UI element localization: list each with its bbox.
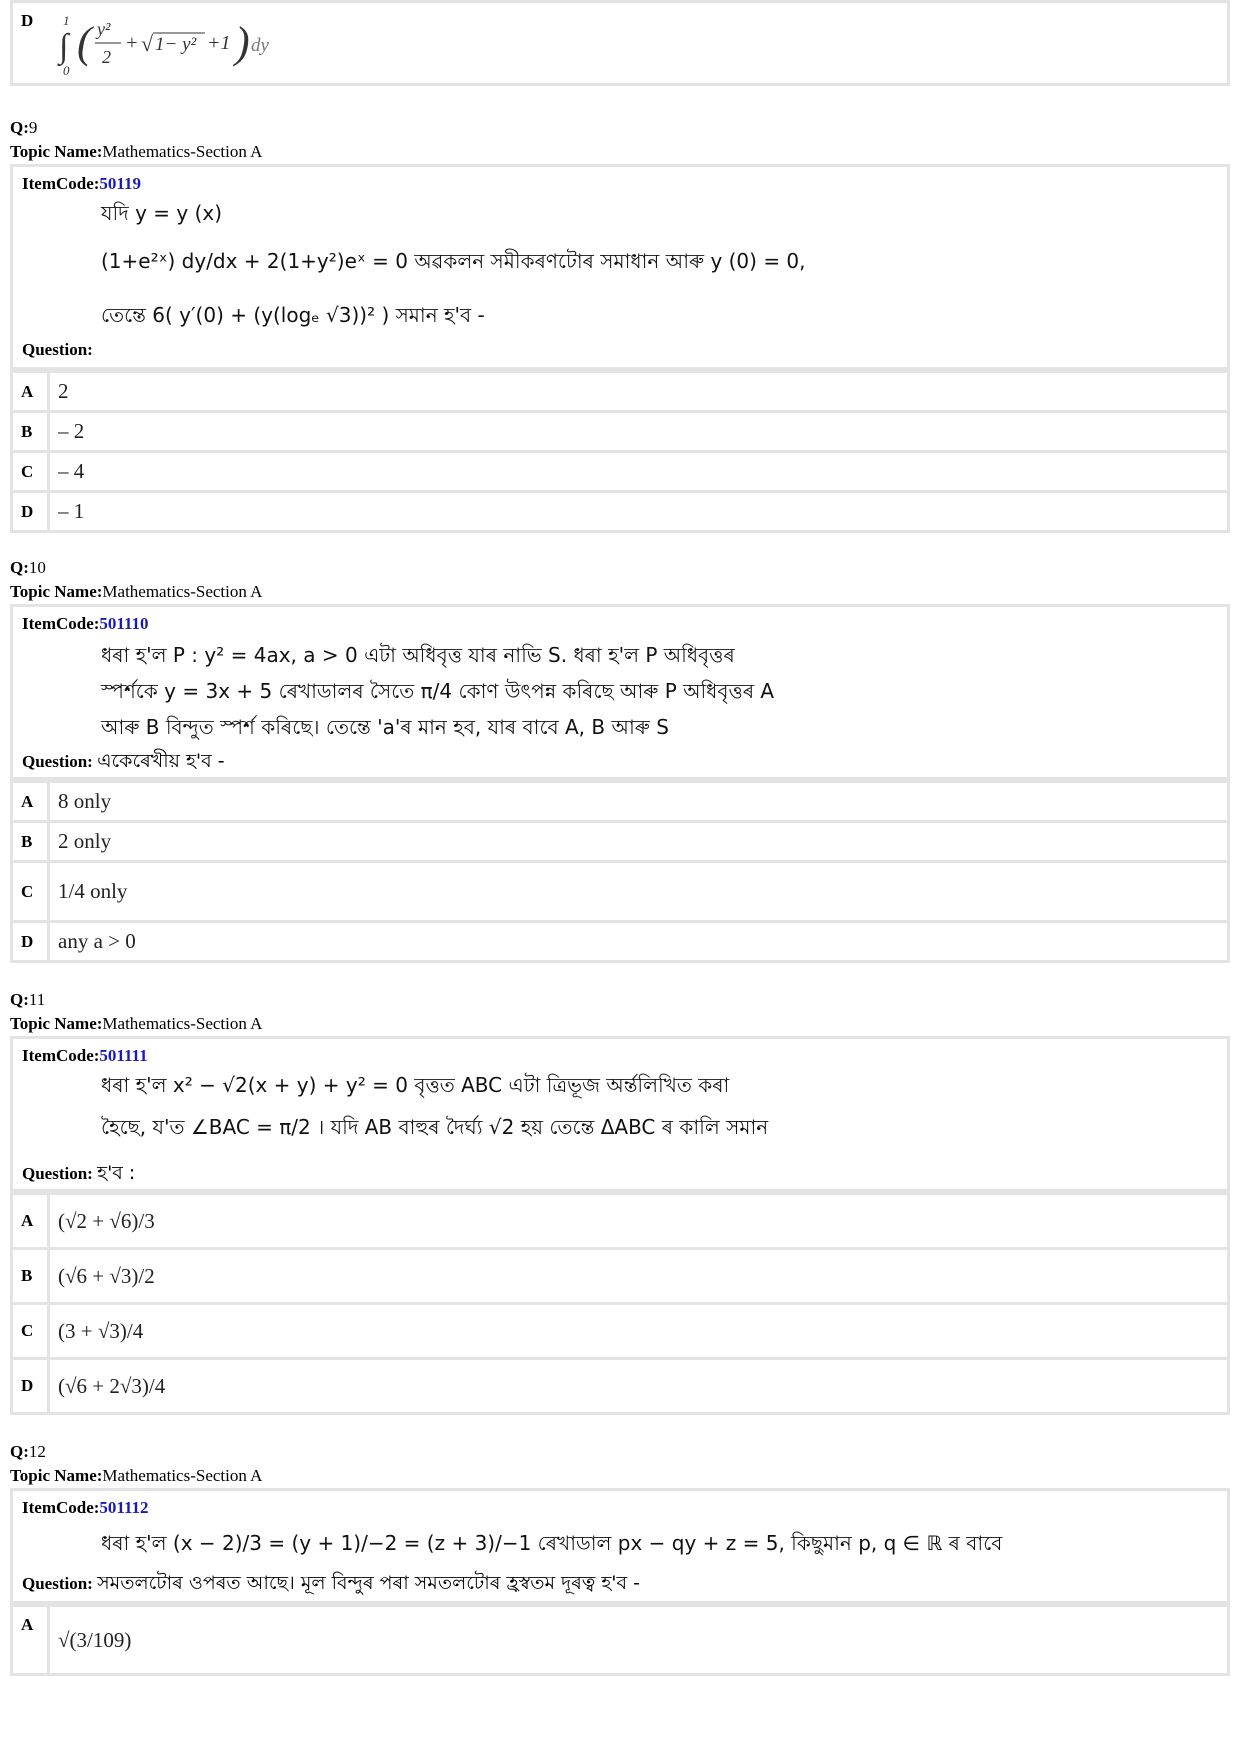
- option-letter: A: [13, 1607, 50, 1673]
- stem-line: যদি y = y (x): [101, 201, 223, 225]
- option-value: 8 only: [58, 789, 112, 813]
- question-header: [10, 116, 262, 164]
- option-row[interactable]: [13, 780, 1227, 820]
- svg-text:(: (: [77, 18, 92, 67]
- svg-text:1: 1: [63, 13, 70, 28]
- svg-text:dy: dy: [251, 35, 269, 56]
- question-header: [10, 556, 262, 604]
- option-value: 1/4 only: [58, 879, 128, 903]
- stem-line: (1+e²ˣ) dy/dx + 2(1+y²)eˣ = 0 অৱকলন সমীকৰণটোৰ সমাধান আৰু y (0) = 0,: [101, 249, 806, 273]
- question-label: Question: সমতলটোৰ ওপৰত আছে। মূল বিন্দুৰ পৰা সমতলটোৰ হ্ৰস্বতম দূৰত্ব হ'ব -: [22, 1572, 640, 1594]
- question-number: Q:10: [10, 558, 46, 577]
- option-row[interactable]: [13, 860, 1227, 920]
- svg-text:2: 2: [102, 47, 111, 67]
- option-row[interactable]: [13, 1192, 1227, 1247]
- option-row[interactable]: [13, 1302, 1227, 1357]
- option-letter: C: [13, 863, 50, 920]
- svg-text:1− y²: 1− y²: [155, 34, 197, 55]
- option-letter: C: [13, 1305, 50, 1357]
- option-row[interactable]: [13, 1247, 1227, 1302]
- option-row[interactable]: [13, 820, 1227, 860]
- option-row[interactable]: [13, 410, 1227, 450]
- question-box: [10, 1488, 1230, 1676]
- question-text: সমতলটোৰ ওপৰত আছে। মূল বিন্দুৰ পৰা সমতলটোৰ হ্ৰস্বতম দূৰত্ব হ'ব -: [97, 1572, 640, 1594]
- option-row[interactable]: [13, 3, 1227, 83]
- question-label: Question: একেৰেখীয় হ'ব -: [22, 750, 225, 772]
- option-letter: B: [13, 413, 50, 450]
- item-code: ItemCode:501112: [22, 1498, 149, 1517]
- option-value: [47, 3, 275, 83]
- option-value: – 4: [58, 459, 85, 483]
- question-stem: [13, 167, 1227, 370]
- option-value: 2 only: [58, 829, 112, 853]
- integral-expression: [55, 7, 275, 79]
- question-header: [10, 1440, 262, 1488]
- question-label: Question: হ'ব :: [22, 1162, 136, 1184]
- option-value: (√6 + √3)/2: [58, 1263, 155, 1288]
- svg-text:√: √: [141, 31, 154, 56]
- option-row[interactable]: [13, 1604, 1227, 1673]
- question-body: [101, 1525, 1002, 1561]
- option-letter: B: [13, 823, 50, 860]
- option-value: (√2 + √6)/3: [58, 1208, 155, 1233]
- question-stem: [13, 607, 1227, 780]
- option-row[interactable]: [13, 490, 1227, 530]
- question-box: [10, 1036, 1230, 1415]
- option-row[interactable]: [13, 450, 1227, 490]
- option-letter: A: [13, 373, 50, 410]
- question-body: [101, 637, 774, 745]
- item-code: ItemCode:50119: [22, 174, 141, 193]
- option-value: – 1: [58, 499, 85, 523]
- stem-line: ধৰা হ'ল x² − √2(x + y) + y² = 0 বৃত্তত ABC এটা ত্ৰিভূজ অৰ্ন্তলিখিত কৰা: [101, 1073, 730, 1097]
- question-body: [101, 1067, 768, 1145]
- topic-name: Topic Name:Mathematics-Section A: [10, 1466, 263, 1485]
- question-body: [101, 195, 806, 333]
- option-letter: D: [21, 11, 34, 30]
- option-letter: D: [13, 493, 50, 530]
- svg-text:∫: ∫: [59, 28, 69, 65]
- prev-question-option-box: [10, 0, 1230, 86]
- svg-text:0: 0: [63, 63, 70, 78]
- topic-name: Topic Name:Mathematics-Section A: [10, 1014, 263, 1033]
- option-letter: A: [13, 783, 50, 820]
- question-number: Q:11: [10, 990, 46, 1009]
- option-row[interactable]: [13, 1357, 1227, 1412]
- option-letter: D: [13, 923, 50, 960]
- option-value: any a > 0: [58, 929, 136, 953]
- item-code: ItemCode:501111: [22, 1046, 148, 1065]
- question-number: Q:12: [10, 1442, 46, 1461]
- option-letter: D: [13, 1360, 50, 1412]
- stem-line: ধৰা হ'ল P : y² = 4ax, a > 0 এটা অধিবৃত্ত যাৰ নাভি S. ধৰা হ'ল P অধিবৃত্তৰ: [101, 643, 735, 667]
- option-value: (√6 + 2√3)/4: [58, 1373, 166, 1398]
- option-value: √(3/109): [58, 1627, 132, 1652]
- svg-text:y²: y²: [97, 19, 111, 39]
- option-value: – 2: [58, 419, 85, 443]
- question-box: [10, 604, 1230, 963]
- stem-line: আৰু B বিন্দুত স্পৰ্শ কৰিছে। তেন্তে 'a'ৰ মান হব, যাৰ বাবে A, B আৰু S: [101, 715, 669, 739]
- question-stem: [13, 1039, 1227, 1192]
- option-value: (3 + √3)/4: [58, 1318, 144, 1343]
- svg-text:+: +: [125, 32, 139, 54]
- question-label: Question:: [22, 340, 93, 359]
- question-text: একেৰেখীয় হ'ব -: [97, 750, 225, 772]
- topic-name: Topic Name:Mathematics-Section A: [10, 582, 263, 601]
- question-box: [10, 164, 1230, 533]
- option-letter: B: [13, 1250, 50, 1302]
- stem-line: হৈছে, য'ত ∠BAC = π/2 । যদি AB বাহুৰ দৈৰ্ঘ্য √2 হয় তেন্তে ΔABC ৰ কালি সমান: [101, 1115, 769, 1139]
- svg-text:+1: +1: [207, 32, 231, 54]
- topic-name: Topic Name:Mathematics-Section A: [10, 142, 263, 161]
- question-text: হ'ব :: [97, 1162, 136, 1184]
- question-stem: [13, 1491, 1227, 1604]
- item-code: ItemCode:501110: [22, 614, 149, 633]
- stem-line: তেন্তে 6( y′(0) + (y(logₑ √3))² ) সমান হ'ব -: [101, 303, 485, 327]
- option-letter: A: [13, 1195, 50, 1247]
- question-header: [10, 988, 262, 1036]
- option-value: 2: [58, 379, 69, 403]
- stem-line: ধৰা হ'ল (x − 2)/3 = (y + 1)/−2 = (z + 3)/−1 ৰেখাডাল px − qy + z = 5, কিছুমান p, q ∈ ℝ ৰ বাবে: [101, 1531, 1003, 1555]
- question-number: Q:9: [10, 118, 38, 137]
- svg-text:): ): [235, 18, 250, 67]
- option-letter: C: [13, 453, 50, 490]
- option-row[interactable]: [13, 370, 1227, 410]
- option-row[interactable]: [13, 920, 1227, 960]
- stem-line: স্পৰ্শকে y = 3x + 5 ৰেখাডালৰ সৈতে π/4 কোণ উৎপন্ন কৰিছে আৰু P অধিবৃত্তৰ A: [101, 679, 775, 703]
